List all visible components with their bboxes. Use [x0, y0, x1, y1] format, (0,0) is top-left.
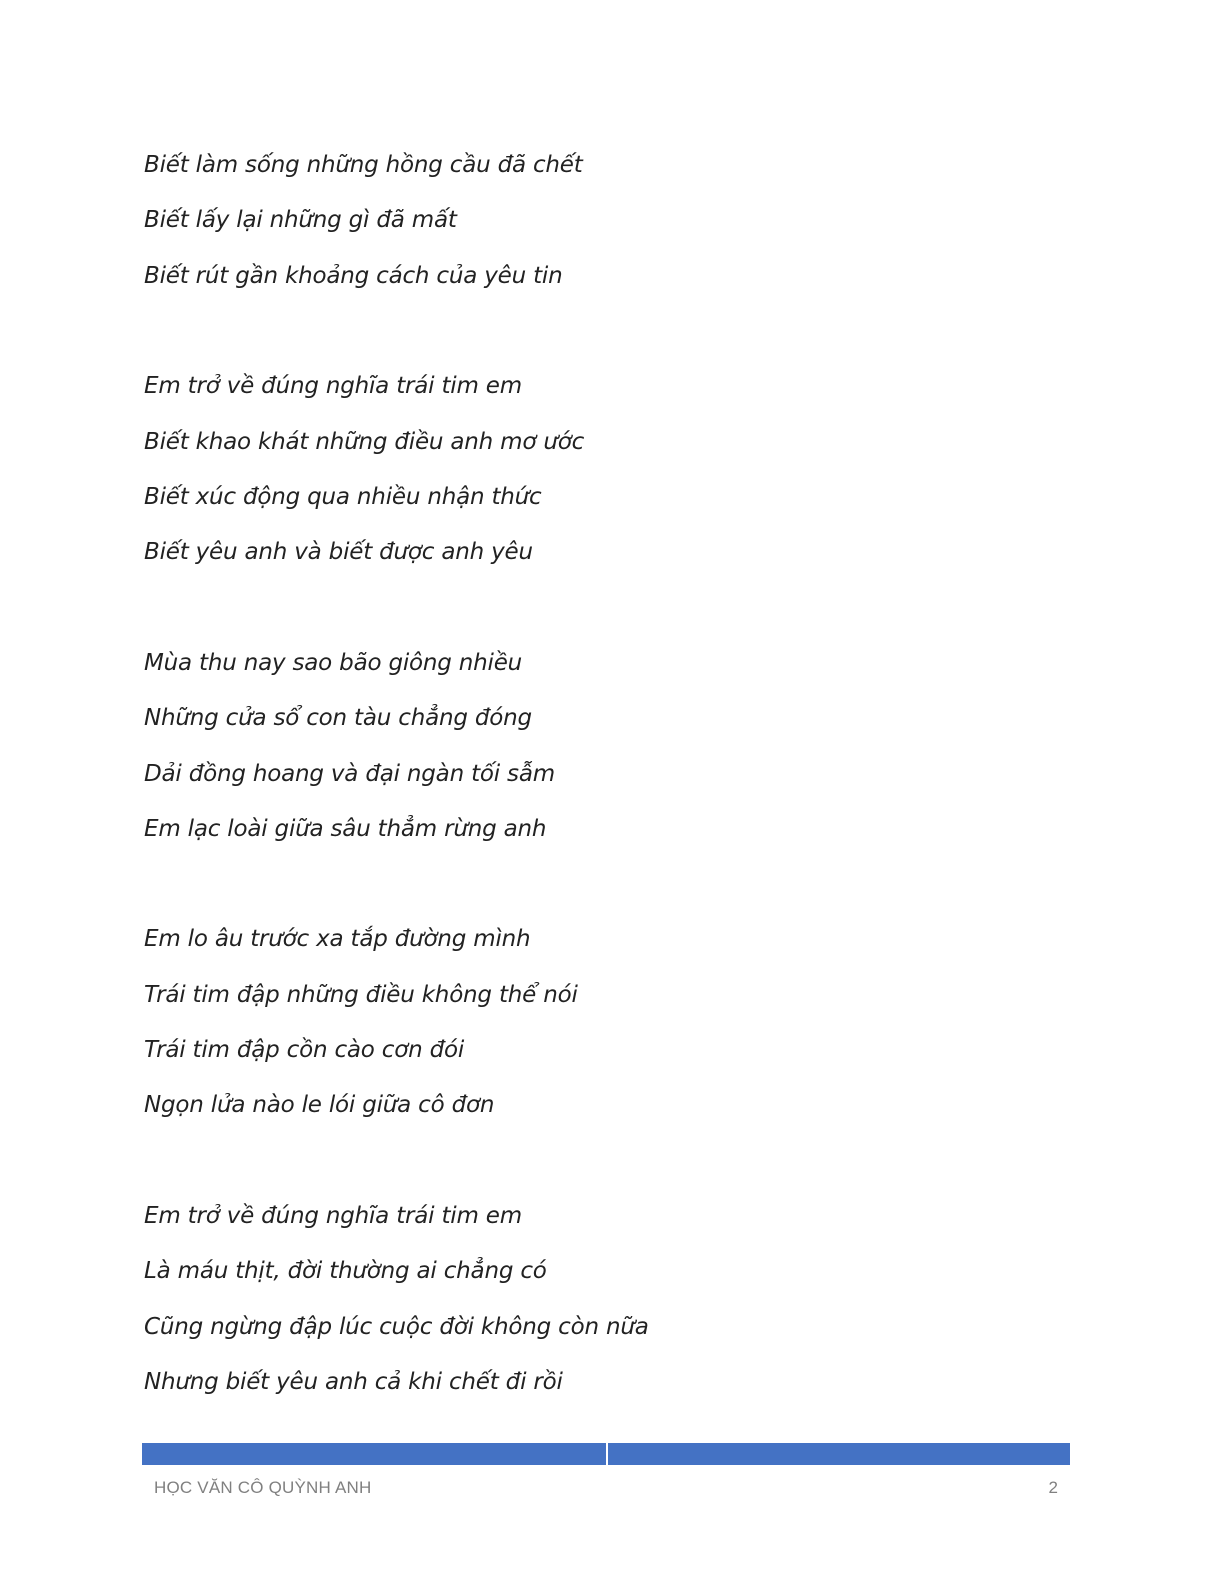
poem-line: Em trở về đúng nghĩa trái tim em	[144, 1202, 522, 1229]
poem-line: Ngọn lửa nào le lói giữa cô đơn	[144, 1092, 495, 1119]
poem-line: Em trở về đúng nghĩa trái tim em	[144, 373, 522, 400]
footer-title: HỌC VĂN CÔ QUỲNH ANH	[154, 1478, 372, 1497]
poem-line: Trái tim đập cồn cào cơn đói	[144, 1037, 465, 1064]
poem-line: Trái tim đập những điều không thể nói	[144, 981, 578, 1008]
footer-divider-bar	[142, 1443, 1070, 1465]
poem-body	[144, 138, 1044, 1410]
poem-line: Biết lấy lại những gì đã mất	[144, 207, 457, 234]
footer-bar-right-segment	[608, 1443, 1070, 1465]
poem-line: Dải đồng hoang và đại ngàn tối sẫm	[144, 760, 555, 787]
poem-line: Biết rút gần khoảng cách của yêu tin	[144, 262, 563, 289]
stanza-1	[144, 138, 1044, 304]
poem-line: Em lạc loài giữa sâu thẳm rừng anh	[144, 815, 547, 842]
poem-line: Biết làm sống những hồng cầu đã chết	[144, 152, 583, 178]
stanza-5	[144, 1189, 1044, 1411]
stanza-4	[144, 912, 1044, 1134]
poem-line: Là máu thịt, đời thường ai chẳng có	[144, 1258, 547, 1285]
poem-line: Những cửa sổ con tàu chẳng đóng	[144, 705, 532, 732]
poem-line: Em lo âu trước xa tắp đường mình	[144, 926, 531, 953]
poem-line: Biết yêu anh và biết được anh yêu	[144, 539, 533, 566]
poem-line: Cũng ngừng đập lúc cuộc đời không còn nữa	[144, 1313, 649, 1340]
page-number: 2	[1048, 1478, 1058, 1497]
poem-line: Mùa thu nay sao bão giông nhiều	[144, 649, 523, 676]
poem-line: Biết khao khát những điều anh mơ ước	[144, 428, 585, 455]
stanza-2	[144, 359, 1044, 581]
poem-line: Nhưng biết yêu anh cả khi chết đi rồi	[144, 1369, 563, 1396]
poem-line: Biết xúc động qua nhiều nhận thức	[144, 483, 542, 510]
footer-bar-left-segment	[142, 1443, 606, 1465]
stanza-3	[144, 636, 1044, 858]
